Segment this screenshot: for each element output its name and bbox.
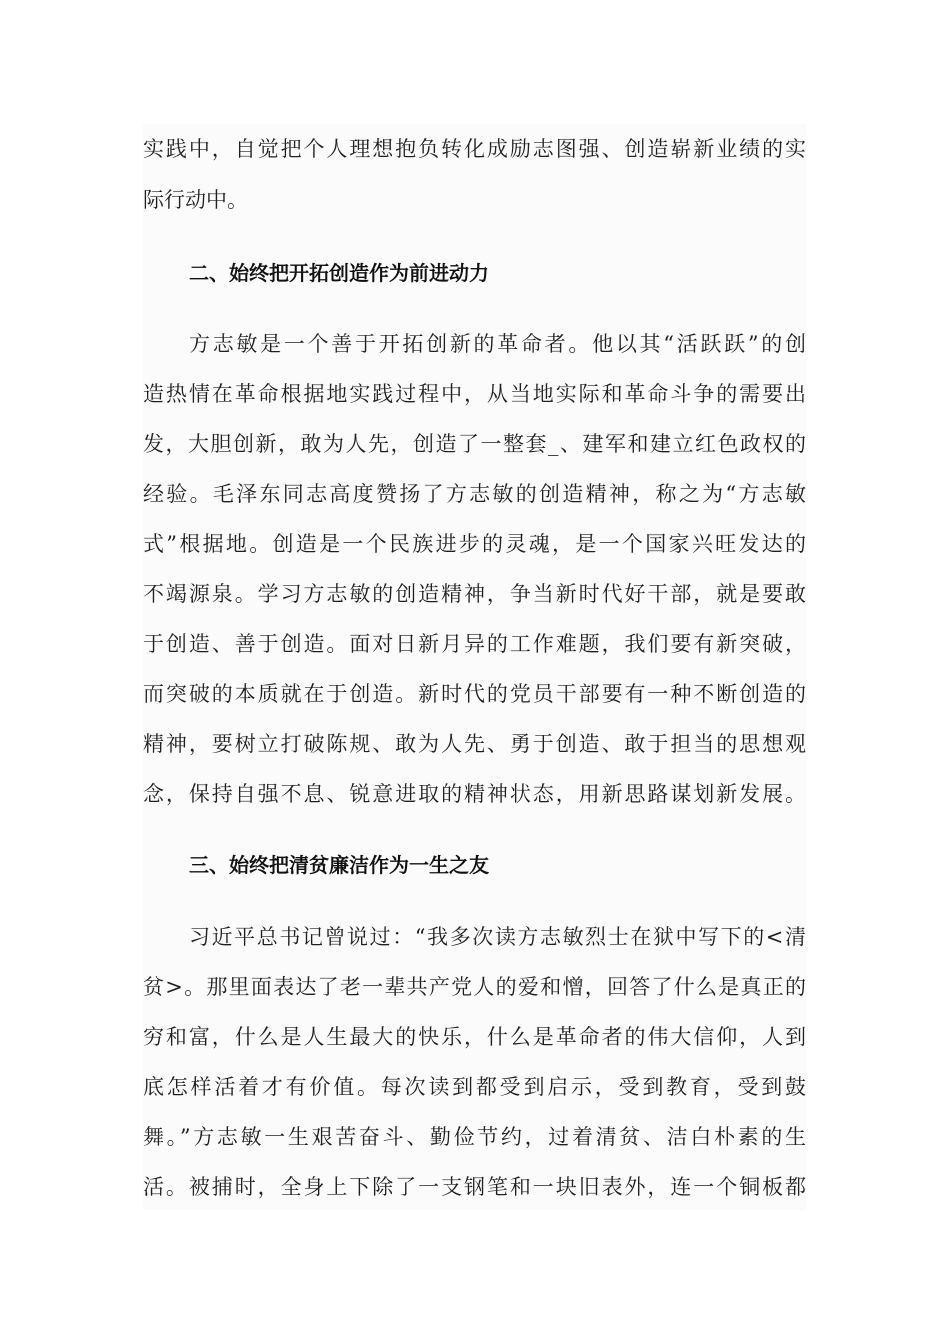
paragraph-line: 活。被捕时，全身上下除了一支钢笔和一块旧表外，连一个铜板都 — [143, 1175, 806, 1199]
paragraph-line: 舞。”方志敏一生艰苦奋斗、勤俭节约，过着清贫、洁白朴素的生 — [143, 1125, 806, 1149]
paragraph-line: 际行动中。 — [143, 188, 248, 212]
paragraph-line: 习近平总书记曾说过：“我多次读方志敏烈士在狱中写下的<清 — [189, 925, 806, 949]
paragraph-line: 贫>。那里面表达了老一辈共产党人的爱和憎，回答了什么是真正的 — [143, 975, 806, 999]
paragraph-line: 底怎样活着才有价值。每次读到都受到启示，受到教育，受到鼓 — [143, 1075, 806, 1099]
paragraph-line: 穷和富，什么是人生最大的快乐，什么是革命者的伟大信仰，人到 — [143, 1025, 806, 1049]
paragraph-line: 经验。毛泽东同志高度赞扬了方志敏的创造精神，称之为“方志敏 — [143, 482, 806, 506]
paragraph-line: 念，保持自强不息、锐意进取的精神状态，用新思路谋划新发展。 — [143, 782, 806, 806]
section-heading-2: 二、始终把开拓创造作为前进动力 — [189, 261, 489, 285]
paragraph-line: 方志敏是一个善于开拓创新的革命者。他以其“活跃跃”的创 — [189, 332, 806, 356]
paragraph-line: 式”根据地。创造是一个民族进步的灵魂，是一个国家兴旺发达的 — [143, 532, 806, 556]
paragraph-line: 造热情在革命根据地实践过程中，从当地实际和革命斗争的需要出 — [143, 382, 806, 406]
paragraph-line: 实践中，自觉把个人理想抱负转化成励志图强、创造崭新业绩的实 — [143, 137, 806, 161]
page-content — [143, 124, 806, 1210]
paragraph-line: 不竭源泉。学习方志敏的创造精神，争当新时代好干部，就是要敢 — [143, 582, 806, 606]
section-heading-3: 三、始终把清贫廉洁作为一生之友 — [189, 853, 489, 877]
paragraph-line: 而突破的本质就在于创造。新时代的党员干部要有一种不断创造的 — [143, 682, 806, 706]
paragraph-line: 精神，要树立打破陈规、敢为人先、勇于创造、敢于担当的思想观 — [143, 732, 806, 756]
paragraph-line: 发，大胆创新，敢为人先，创造了一整套_、建军和建立红色政权的 — [143, 432, 806, 456]
paragraph-line: 于创造、善于创造。面对日新月异的工作难题，我们要有新突破， — [143, 632, 806, 656]
